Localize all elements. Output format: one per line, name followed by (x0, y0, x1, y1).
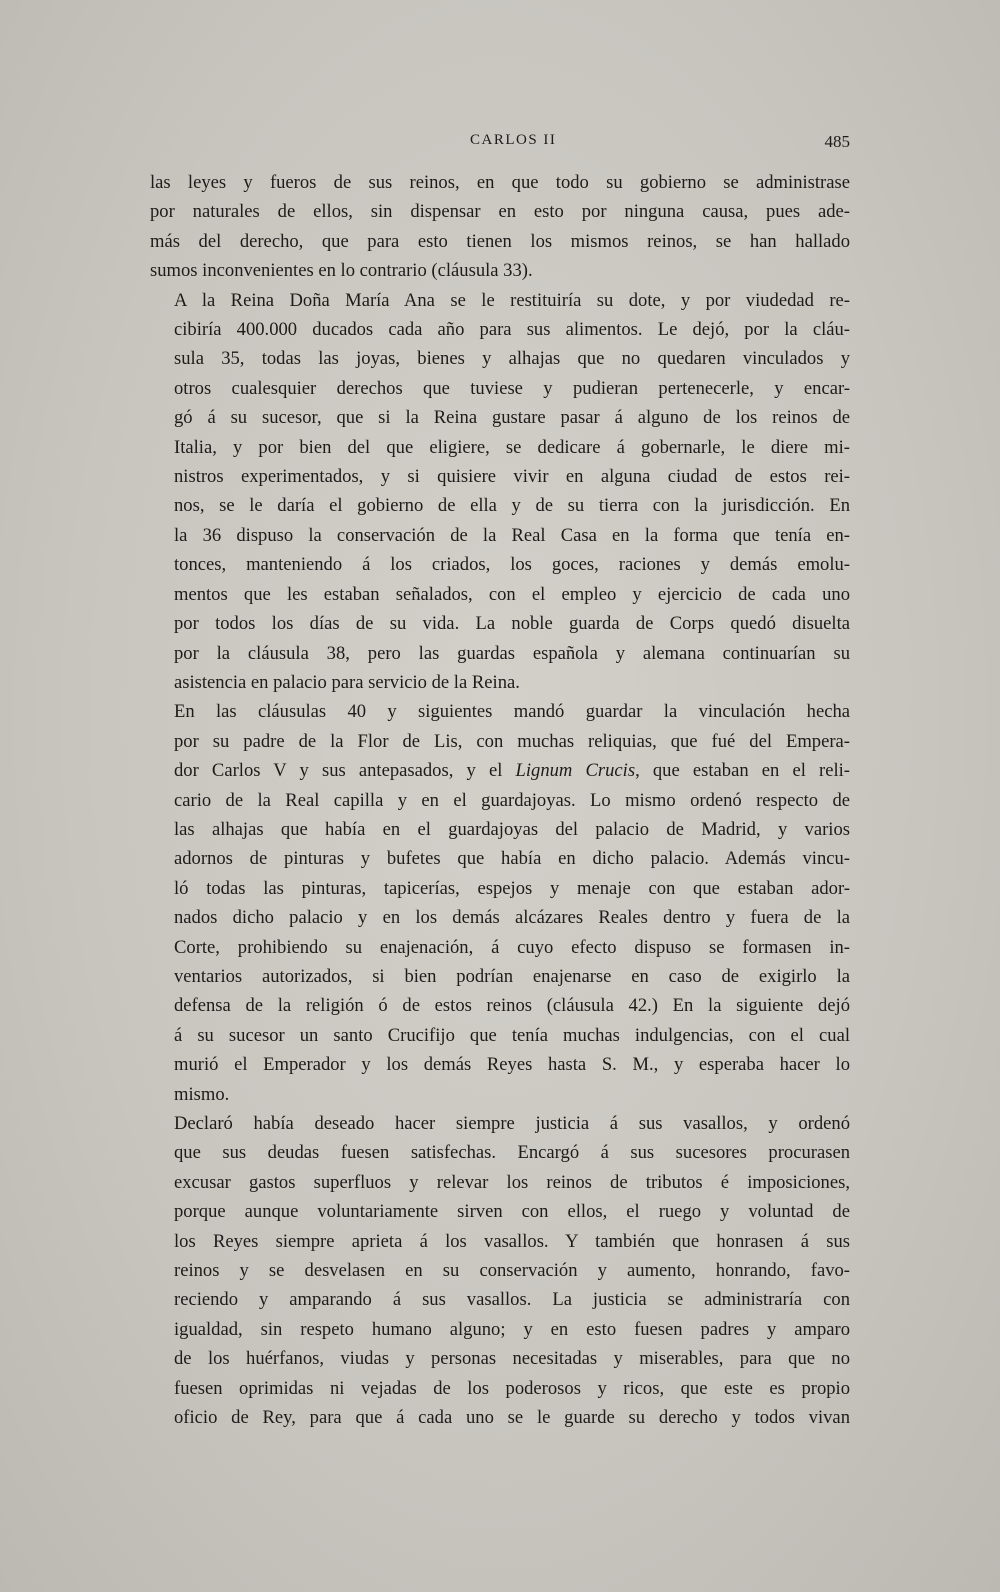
page-number: 485 (824, 132, 850, 151)
text-line: la 36 dispuso la conservación de la Real Casa en la forma que tenía en- (174, 524, 850, 546)
text-line: ventarios autorizados, si bien podrían enajenarse en caso de exigirlo la (174, 965, 850, 987)
text-line: porque aunque voluntariamente sirven con ellos, el ruego y voluntad de (174, 1201, 850, 1223)
text-line: adornos de pinturas y bufetes que había en dicho palacio. Además vincu- (174, 848, 850, 870)
text-line: oficio de Rey, para que á cada uno se le guarde su derecho y todos vivan (174, 1407, 850, 1429)
text-line: las leyes y fueros de sus reinos, en que todo su gobierno se administrase (150, 172, 850, 193)
text-line: ló todas las pinturas, tapicerías, espejos y menaje con que estaban ador- (174, 877, 850, 899)
text-line: igualdad, sin respeto humano alguno; y en esto fuesen padres y amparo (174, 1318, 850, 1340)
text-line: gó á su sucesor, que si la Reina gustare pasar á alguno de los reinos de (174, 407, 850, 429)
text-line: las alhajas que había en el guardajoyas del palacio de Madrid, y varios (174, 818, 850, 840)
text-line: de los huérfanos, viudas y personas necesitadas y miserables, para que no (174, 1348, 850, 1370)
text-line: sula 35, todas las joyas, bienes y alhajas que no quedaren vinculados y (174, 348, 850, 370)
text-line: Italia, y por bien del que eligiere, se dedicare á gobernarle, le diere mi- (174, 436, 850, 458)
text-line: más del derecho, que para esto tienen los mismos reinos, se han hallado (150, 230, 850, 252)
text-line: nistros experimentados, y si quisiere vivir en alguna ciudad de estos rei- (174, 466, 850, 488)
text-line: fuesen oprimidas ni vejadas de los poderosos y ricos, que este es propio (174, 1377, 850, 1399)
paragraph-1 (150, 168, 850, 286)
text-line: nos, se le daría el gobierno de ella y de su tierra con la jurisdicción. En (174, 495, 850, 517)
text-line: por la cláusula 38, pero las guardas española y alemana continuarían su (174, 642, 850, 664)
text-line: En las cláusulas 40 y siguientes mandó guardar la vinculación hecha (174, 701, 850, 723)
text-line: mismo. (174, 1083, 230, 1105)
paragraph-2 (150, 286, 850, 698)
paragraph-3 (150, 697, 850, 1109)
text-line: los Reyes siempre aprieta á los vasallos. Y también que honrasen á sus (174, 1230, 850, 1252)
text-line: reinos y se desvelasen en su conservación y aumento, honrando, favo- (174, 1260, 850, 1282)
text-line (150, 756, 850, 785)
body-text (150, 168, 850, 1432)
text-line: por su padre de la Flor de Lis, con muchas reliquias, que fué del Empera- (174, 730, 850, 752)
text-line: otros cualesquier derechos que tuviese y pudieran pertenecerle, y encar- (174, 377, 850, 399)
text-line: A la Reina Doña María Ana se le restituiría su dote, y por viudedad re- (174, 289, 850, 311)
text-line: Corte, prohibiendo su enajenación, á cuyo efecto dispuso se formasen in- (174, 936, 850, 958)
text-line: á su sucesor un santo Crucifijo que tenía muchas indulgencias, con el cual (174, 1024, 850, 1046)
text-line: por naturales de ellos, sin dispensar en esto por ninguna causa, pues ade- (150, 201, 850, 223)
running-head: CARLOS II (470, 132, 557, 148)
text-line: cario de la Real capilla y en el guardajoyas. Lo mismo ordenó respecto de (174, 789, 850, 811)
text-line: sumos inconvenientes en lo contrario (cláusula 33). (150, 260, 533, 282)
text-line: por todos los días de su vida. La noble guarda de Corps quedó disuelta (174, 613, 850, 635)
text-line: que sus deudas fuesen satisfechas. Encargó á sus sucesores procurasen (174, 1142, 850, 1164)
text-line: mentos que les estaban señalados, con el empleo y ejercicio de cada uno (174, 583, 850, 605)
paragraph-4 (150, 1109, 850, 1432)
text-fragment: dor Carlos V y sus antepasados, y el (174, 760, 516, 782)
text-line: excusar gastos superfluos y relevar los reinos de tributos é imposiciones, (174, 1171, 850, 1193)
page-header (150, 132, 850, 156)
text-line: tonces, manteniendo á los criados, los goces, raciones y demás emolu- (174, 554, 850, 576)
text-line: cibiría 400.000 ducados cada año para sus alimentos. Le dejó, por la cláu- (174, 319, 850, 341)
italic-term: Lignum Crucis (515, 760, 636, 782)
text-line: asistencia en palacio para servicio de la Reina. (174, 671, 520, 693)
text-line: murió el Emperador y los demás Reyes hasta S. M., y esperaba hacer lo (174, 1054, 850, 1076)
text-fragment: , que estaban en el reli- (635, 760, 850, 782)
text-line: defensa de la religión ó de estos reinos (cláusula 42.) En la siguiente dejó (174, 995, 850, 1017)
text-line: Declaró había deseado hacer siempre justicia á sus vasallos, y ordenó (174, 1113, 850, 1134)
text-line: nados dicho palacio y en los demás alcázares Reales dentro y fuera de la (174, 907, 850, 929)
text-line: reciendo y amparando á sus vasallos. La justicia se administraría con (174, 1289, 850, 1311)
